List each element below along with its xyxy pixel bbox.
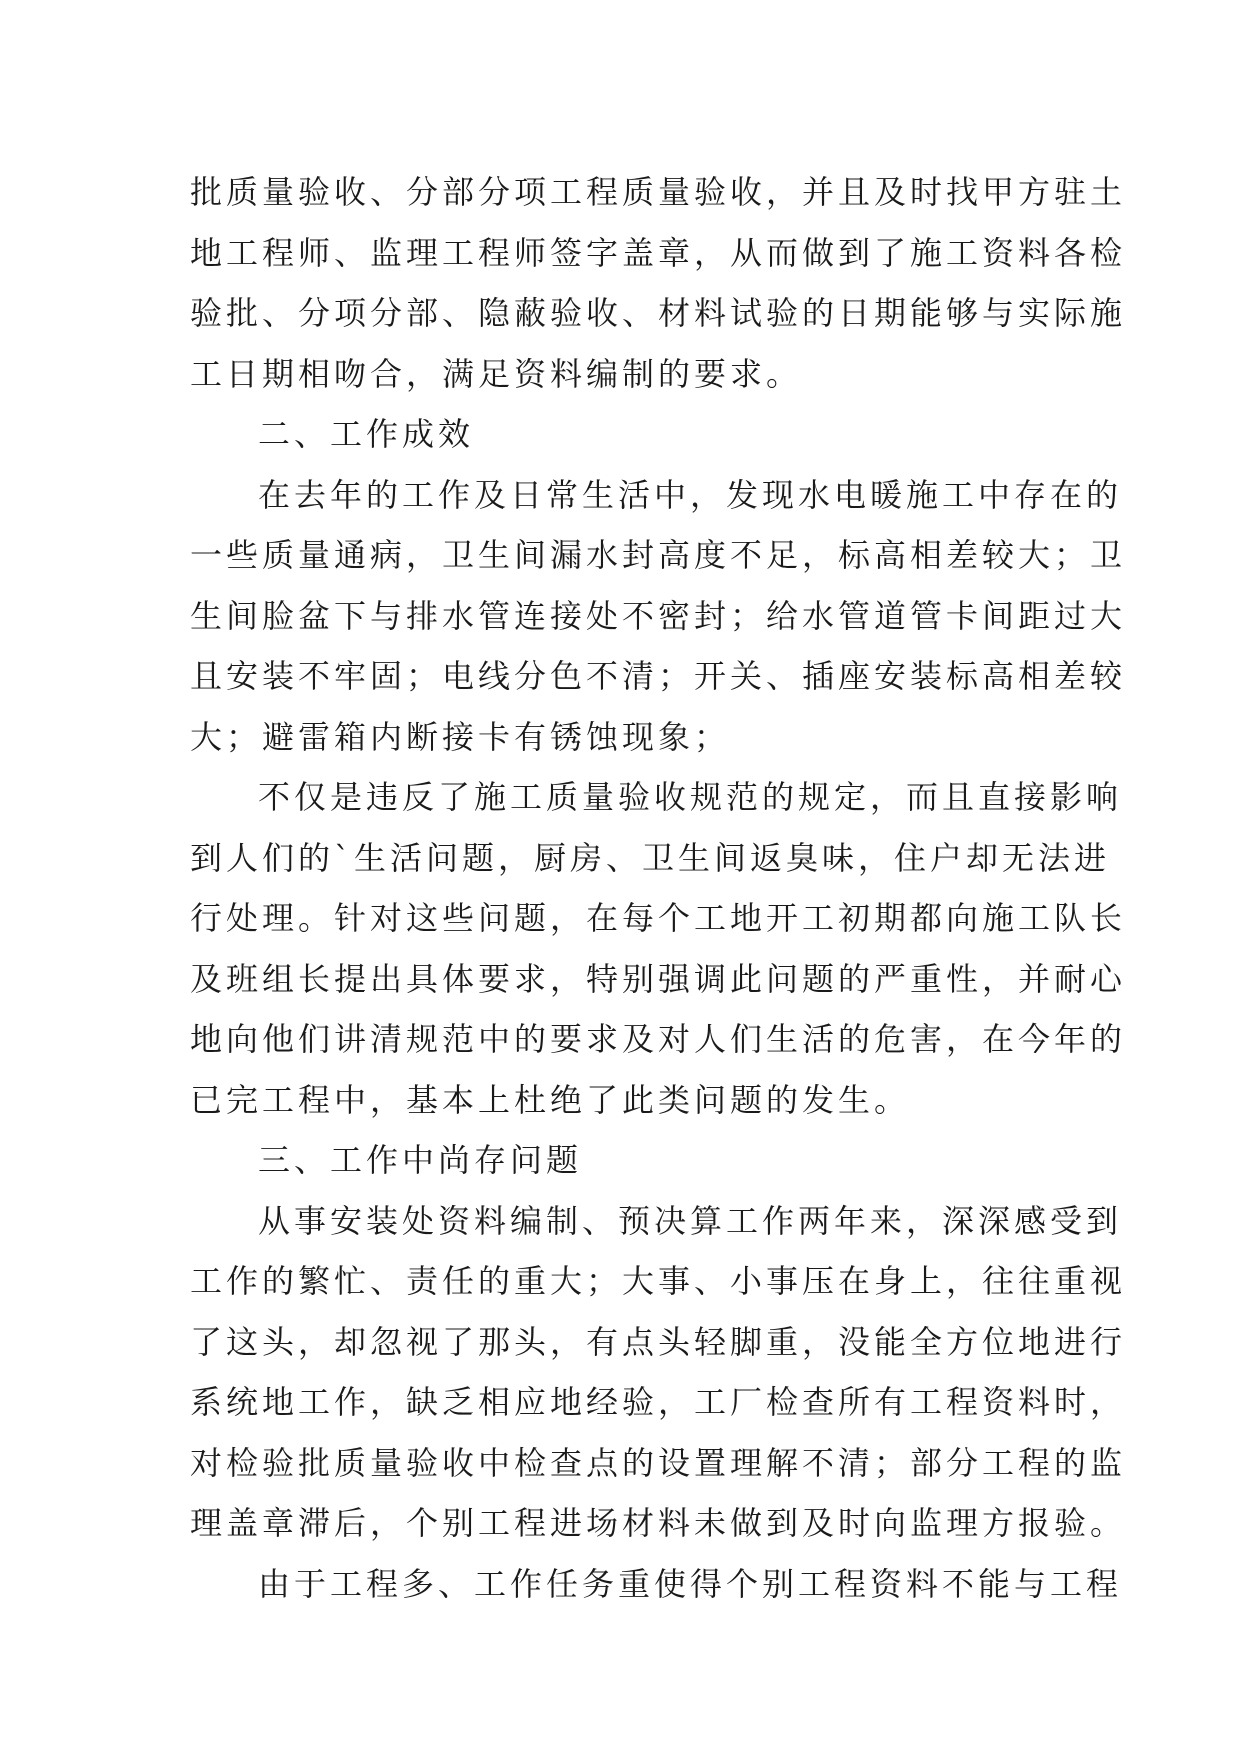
text-line: 地工程师、监理工程师签字盖章，从而做到了施工资料各检 <box>190 233 1127 272</box>
text-line: 验批、分项分部、隐蔽验收、材料试验的日期能够与实际施 <box>190 294 1127 332</box>
text-line: 一些质量通病，卫生间漏水封高度不足，标高相差较大；卫 <box>190 536 1127 574</box>
text-line: 由于工程多、工作任务重使得个别工程资料不能与工程 <box>258 1564 1123 1603</box>
text-line: 已完工程中，基本上杜绝了此类问题的发生。 <box>190 1080 911 1119</box>
text-line: 行处理。针对这些问题，在每个工地开工初期都向施工队长 <box>190 899 1127 937</box>
text-line: 在去年的工作及日常生活中，发现水电暖施工中存在的 <box>258 475 1123 514</box>
text-line: 生间脸盆下与排水管连接处不密封；给水管道管卡间距过大 <box>190 596 1127 635</box>
text-line: 不仅是违反了施工质量验收规范的规定，而且直接影响 <box>258 778 1123 816</box>
text-line: 了这头，却忽视了那头，有点头轻脚重，没能全方位地进行 <box>190 1322 1127 1361</box>
text-line: 到人们的`生活问题，厨房、卫生间返臭味，住户却无法进 <box>190 838 1111 877</box>
text-line: 对检验批质量验收中检查点的设置理解不清；部分工程的监 <box>190 1443 1127 1482</box>
text-line: 地向他们讲清规范中的要求及对人们生活的危害，在今年的 <box>190 1020 1127 1058</box>
text-line: 理盖章滞后，个别工程进场材料未做到及时向监理方报验。 <box>190 1504 1127 1542</box>
text-line: 大；避雷箱内断接卡有锈蚀现象； <box>190 717 731 756</box>
text-line: 工作的繁忙、责任的重大；大事、小事压在身上，往往重视 <box>190 1262 1127 1300</box>
text-line: 工日期相吻合，满足资料编制的要求。 <box>190 354 803 393</box>
section-heading: 三、工作中尚存问题 <box>258 1141 583 1179</box>
text-line: 从事安装处资料编制、预决算工作两年来，深深感受到 <box>258 1201 1123 1240</box>
text-line: 及班组长提出具体要求，特别强调此问题的严重性，并耐心 <box>190 959 1127 998</box>
section-heading: 二、工作成效 <box>258 415 475 453</box>
text-line: 批质量验收、分部分项工程质量验收，并且及时找甲方驻土 <box>190 173 1127 211</box>
text-line: 且安装不牢固；电线分色不清；开关、插座安装标高相差较 <box>190 657 1127 695</box>
document-body <box>190 162 1127 1614</box>
text-line: 系统地工作，缺乏相应地经验，工厂检查所有工程资料时， <box>190 1383 1127 1421</box>
